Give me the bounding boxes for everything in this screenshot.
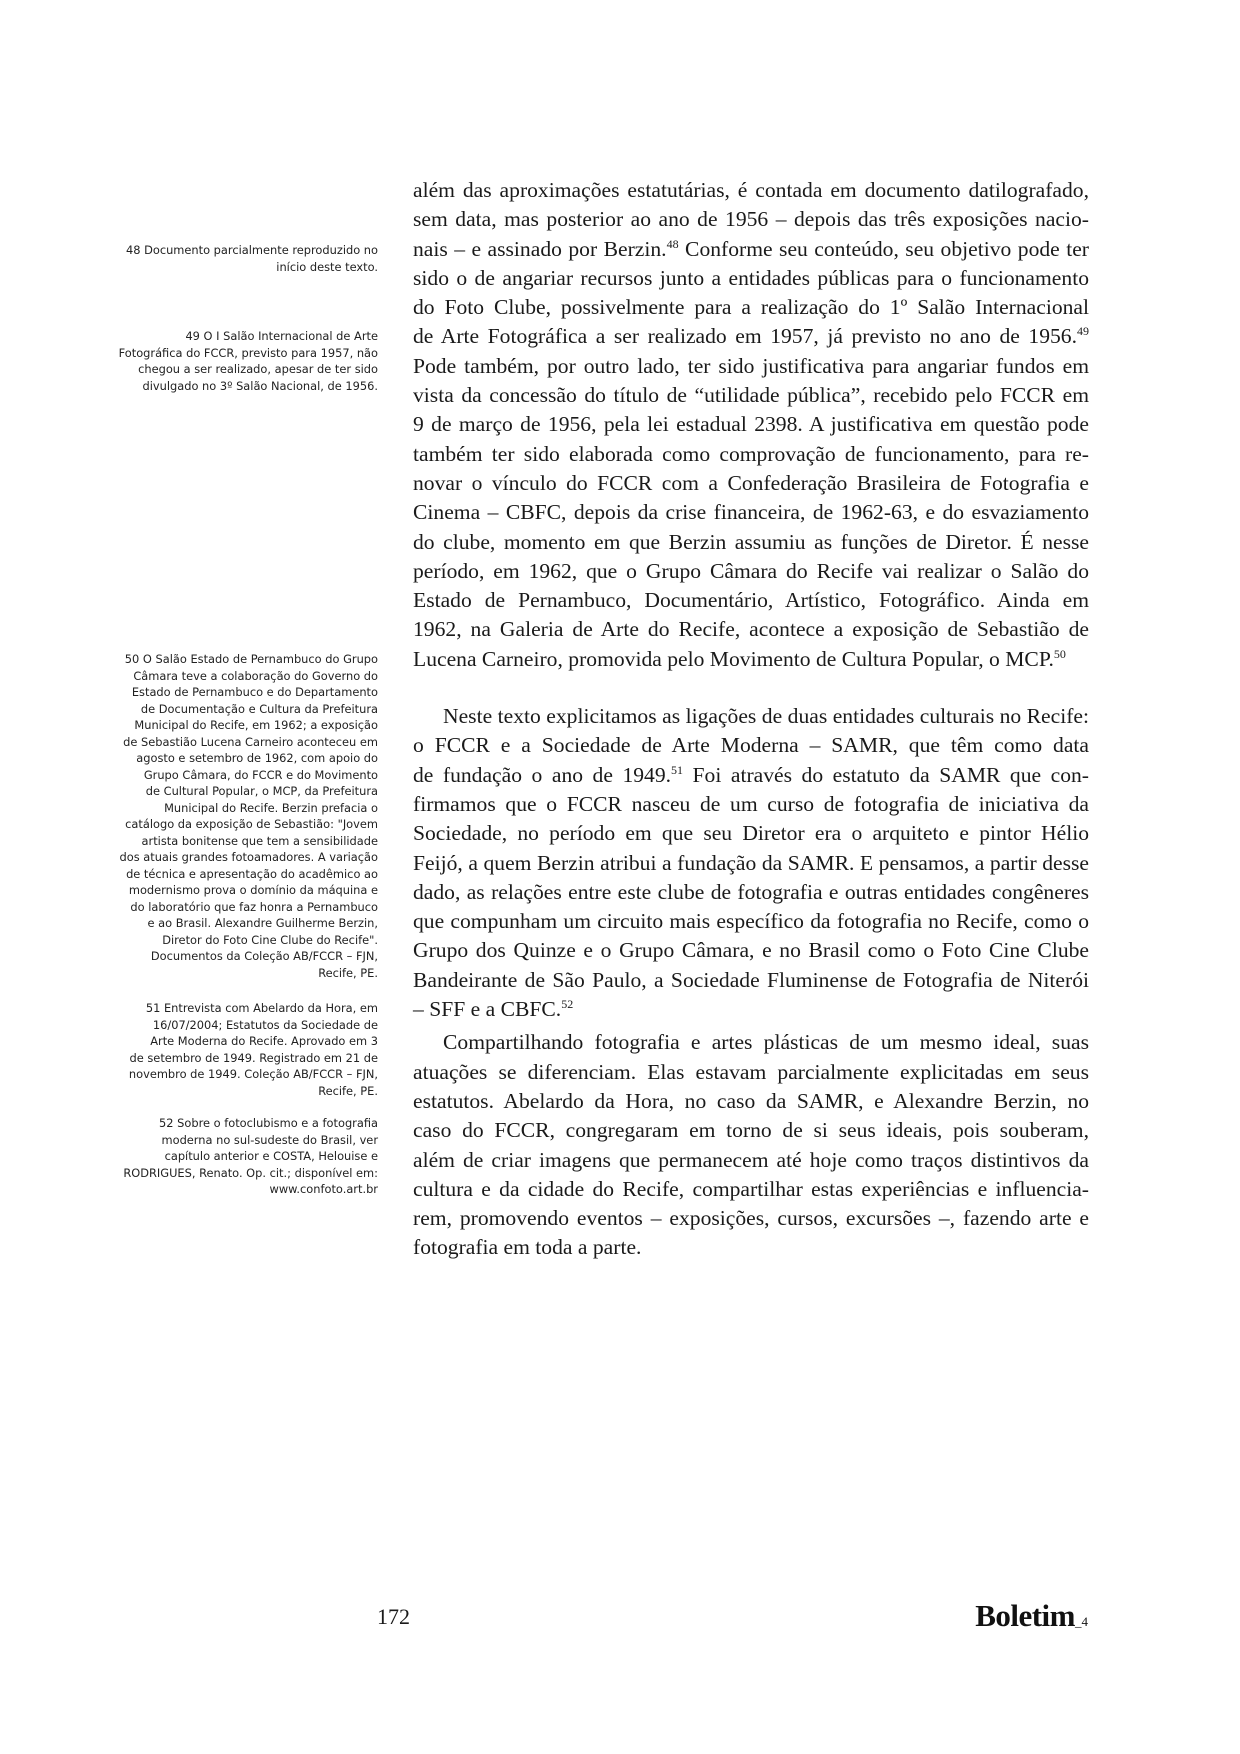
footnote-line: de Sebastião Lucena Carneiro aconteceu em — [123, 734, 378, 749]
footnote-line: 51 Entrevista com Abelardo da Hora, em — [145, 1001, 378, 1015]
text-line: estatutos. Abelardo da Hora, no caso da SAMR, e Alexandre Berzin, no — [413, 1088, 1089, 1113]
text-line: Lucena Carneiro, promovida pelo Movimento de Cultura Popular, o MCP.$^{50}$ — [413, 646, 1066, 671]
footnote-reference: 52 — [561, 996, 574, 1011]
footnote-line: modernismo prova o domínio da máquina e — [128, 883, 378, 897]
footnote-line: Documentos da Coleção AB/FCCR – FJN, — [150, 949, 378, 963]
text-line: do Foto Clube, possivelmente para a realização do 1º Salão Internacional — [413, 295, 1089, 320]
footnote-line: 52 Sobre o fotoclubismo e a fotografia — [159, 1116, 378, 1130]
text-line: caso do FCCR, congregaram em torno de si seus ideais, pois souberam, — [413, 1118, 1089, 1143]
text-line: sem data, mas posterior ao ano de 1956 – depois das três exposições nacio- — [413, 207, 1089, 232]
footnote-line: Câmara teve a colaboração do Governo do — [133, 668, 378, 683]
text-line: Bandeirante de São Paulo, a Sociedade Fluminense de Fotografia de Niterói — [413, 967, 1089, 992]
text-line: Neste texto explicitamos as ligações de duas entidades culturais no Recife: — [443, 704, 1089, 729]
text-line: novar o vínculo do FCCR com a Confederação Brasileira de Fotografia e — [413, 470, 1089, 495]
text-line: também ter sido elaborada como comprovação de funcionamento, para re- — [413, 441, 1089, 466]
text-line: do clube, momento em que Berzin assumiu as funções de Diretor. É nesse — [413, 529, 1089, 554]
text-line: Estado de Pernambuco, Documentário, Artístico, Fotográfico. Ainda em — [413, 588, 1089, 613]
footnote-line: RODRIGUES, Renato. Op. cit.; disponível em: — [123, 1165, 378, 1180]
text-line: nais – e assinado por Berzin.$^{48}$ Conforme seu conteúdo, seu objetivo pode ter — [413, 236, 1089, 261]
footnote-line: 49 O I Salão Internacional de Arte — [185, 329, 378, 343]
text-line: cultura e da cidade do Recife, compartilhar estas experiências e influencia- — [413, 1176, 1089, 1201]
text-line: Feijó, a quem Berzin atribui a fundação da SAMR. E pensamos, a partir desse — [413, 850, 1089, 875]
footnote-line: agosto e setembro de 1962, com apoio do — [136, 751, 378, 765]
footnote-line: início deste texto. — [276, 259, 378, 274]
text-line: de Arte Fotográfica a ser realizado em 1957, já previsto no ano de 1956.49 — [413, 324, 1089, 349]
footnote-line: divulgado no 3º Salão Nacional, de 1956. — [142, 378, 378, 393]
text-line: Compartilhando fotografia e artes plásticas de um mesmo ideal, suas — [443, 1030, 1089, 1055]
footnote-line: do laboratório que faz honra a Pernambuco — [130, 899, 378, 914]
footnote-line: de Documentação e Cultura da Prefeitura — [140, 701, 378, 716]
footnote-line: e ao Brasil. Alexandre Guilherme Berzin, — [147, 916, 378, 930]
text-line: – SFF e a CBFC.$^{52}$ — [413, 996, 574, 1022]
footnote-49 — [110, 328, 378, 394]
footnote-line: Grupo Câmara, do FCCR e do Movimento — [143, 767, 378, 782]
footnote-line: Recife, PE. — [318, 965, 378, 980]
footnote-line: novembro de 1949. Coleção AB/FCCR – FJN, — [128, 1067, 378, 1081]
footnote-51 — [110, 1000, 378, 1099]
text-line: período, em 1962, que o Grupo Câmara do Recife vai realizar o Salão do — [413, 558, 1089, 583]
text-line: que compunham um circuito mais específico da fotografia no Recife, como o — [413, 909, 1089, 934]
footnote-50 — [110, 651, 378, 981]
footnote-line: de técnica e apresentação do acadêmico ao — [126, 866, 378, 881]
footnote-line: Municipal do Recife, em 1962; a exposição — [134, 718, 378, 732]
footnote-line: Recife, PE. — [318, 1083, 378, 1098]
footnote-line: capítulo anterior e COSTA, Helouise e — [164, 1149, 378, 1163]
page-number: 172 — [377, 1604, 410, 1629]
footnote-line: Fotográfica do FCCR, previsto para 1957, não — [118, 345, 378, 360]
text-line: firmamos que o FCCR nasceu de um curso de fotografia de iniciativa da — [413, 791, 1089, 816]
text-line: o FCCR e a Sociedade de Arte Moderna – SAMR, que têm como data — [413, 733, 1089, 758]
body-paragraph-1 — [413, 176, 1089, 674]
footnote-52 — [110, 1115, 378, 1198]
footnote-reference: 48 — [666, 236, 679, 251]
text-line: sido o de angariar recursos junto a entidades públicas para o funcionamento — [413, 265, 1089, 290]
footnote-line: artista bonitense que tem a sensibilidade — [141, 833, 378, 848]
text-line: Cinema – CBFC, depois da crise financeira, de 1962-63, e do esvaziamento — [413, 500, 1089, 525]
footnote-reference: 49 — [1077, 324, 1089, 339]
body-paragraph-2 — [413, 702, 1089, 1024]
brand-name: Boletim — [975, 1598, 1075, 1633]
footnote-line: 50 O Salão Estado de Pernambuco do Grupo — [124, 652, 378, 666]
body-paragraph-3 — [413, 1028, 1089, 1262]
footnote-line: www.confoto.art.br — [269, 1182, 378, 1196]
footnote-line: dos atuais grandes fotoamadores. A variação — [119, 850, 378, 864]
footnote-reference: 50 — [1053, 646, 1066, 661]
text-line: fotografia em toda a parte. — [413, 1235, 642, 1260]
footnote-reference: 51 — [671, 762, 684, 777]
text-line: 9 de março de 1956, pela lei estadual 2398. A justificativa em questão pode — [413, 412, 1089, 437]
text-line: vista da concessão do título de “utilidade pública”, recebido pelo FCCR em — [413, 383, 1089, 408]
text-line: dado, as relações entre este clube de fotografia e outras entidades congêneres — [413, 879, 1089, 904]
text-line: além das aproximações estatutárias, é contada em documento datilografado, — [413, 178, 1089, 202]
footnote-line: chegou a ser realizado, apesar de ter sido — [138, 362, 378, 376]
footnote-line: 48 Documento parcialmente reproduzido no — [125, 243, 378, 257]
text-line: Pode também, por outro lado, ter sido justificativa para angariar fundos em — [413, 353, 1089, 378]
footnote-line: de setembro de 1949. Registrado em 21 de — [129, 1050, 378, 1065]
text-line: atuações se diferenciam. Elas estavam parcialmente explicitadas em seus — [413, 1059, 1089, 1084]
footnote-line: Diretor do Foto Cine Clube do Recife". — [162, 932, 378, 947]
footnote-line: de Cultural Popular, o MCP, da Prefeitura — [145, 784, 378, 798]
main-text-column — [413, 176, 1089, 1263]
footnote-line: 16/07/2004; Estatutos da Sociedade de — [152, 1017, 378, 1032]
text-line: além de criar imagens que permanecem até hoje como traços distintivos da — [413, 1147, 1089, 1172]
brand-issue-number: 4 — [1081, 1614, 1088, 1629]
footnote-48 — [110, 242, 378, 275]
footnote-line: catálogo da exposição de Sebastião: "Jovem — [125, 817, 378, 831]
text-line: Grupo dos Quinze e o Grupo Câmara, e no Brasil como o Foto Cine Clube — [413, 938, 1089, 963]
footnote-line: Estado de Pernambuco e do Departamento — [131, 685, 378, 699]
footnote-line: Arte Moderna do Recife. Aprovado em 3 — [150, 1034, 378, 1048]
text-line: Sociedade, no período em que seu Diretor era o arquiteto e pintor Hélio — [413, 821, 1089, 846]
text-line: rem, promovendo eventos – exposições, cursos, excursões –, fazendo arte e — [413, 1206, 1089, 1231]
text-line: de fundação o ano de 1949.51 Foi através do estatuto da SAMR que con- — [413, 762, 1089, 787]
footnote-line: Municipal do Recife. Berzin prefacia o — [164, 800, 378, 815]
footnote-line: moderna no sul-sudeste do Brasil, ver — [161, 1132, 378, 1147]
publication-logo: Boletim_4 — [975, 1598, 1088, 1633]
text-line: 1962, na Galeria de Arte do Recife, acontece a exposição de Sebastião de — [413, 617, 1089, 642]
